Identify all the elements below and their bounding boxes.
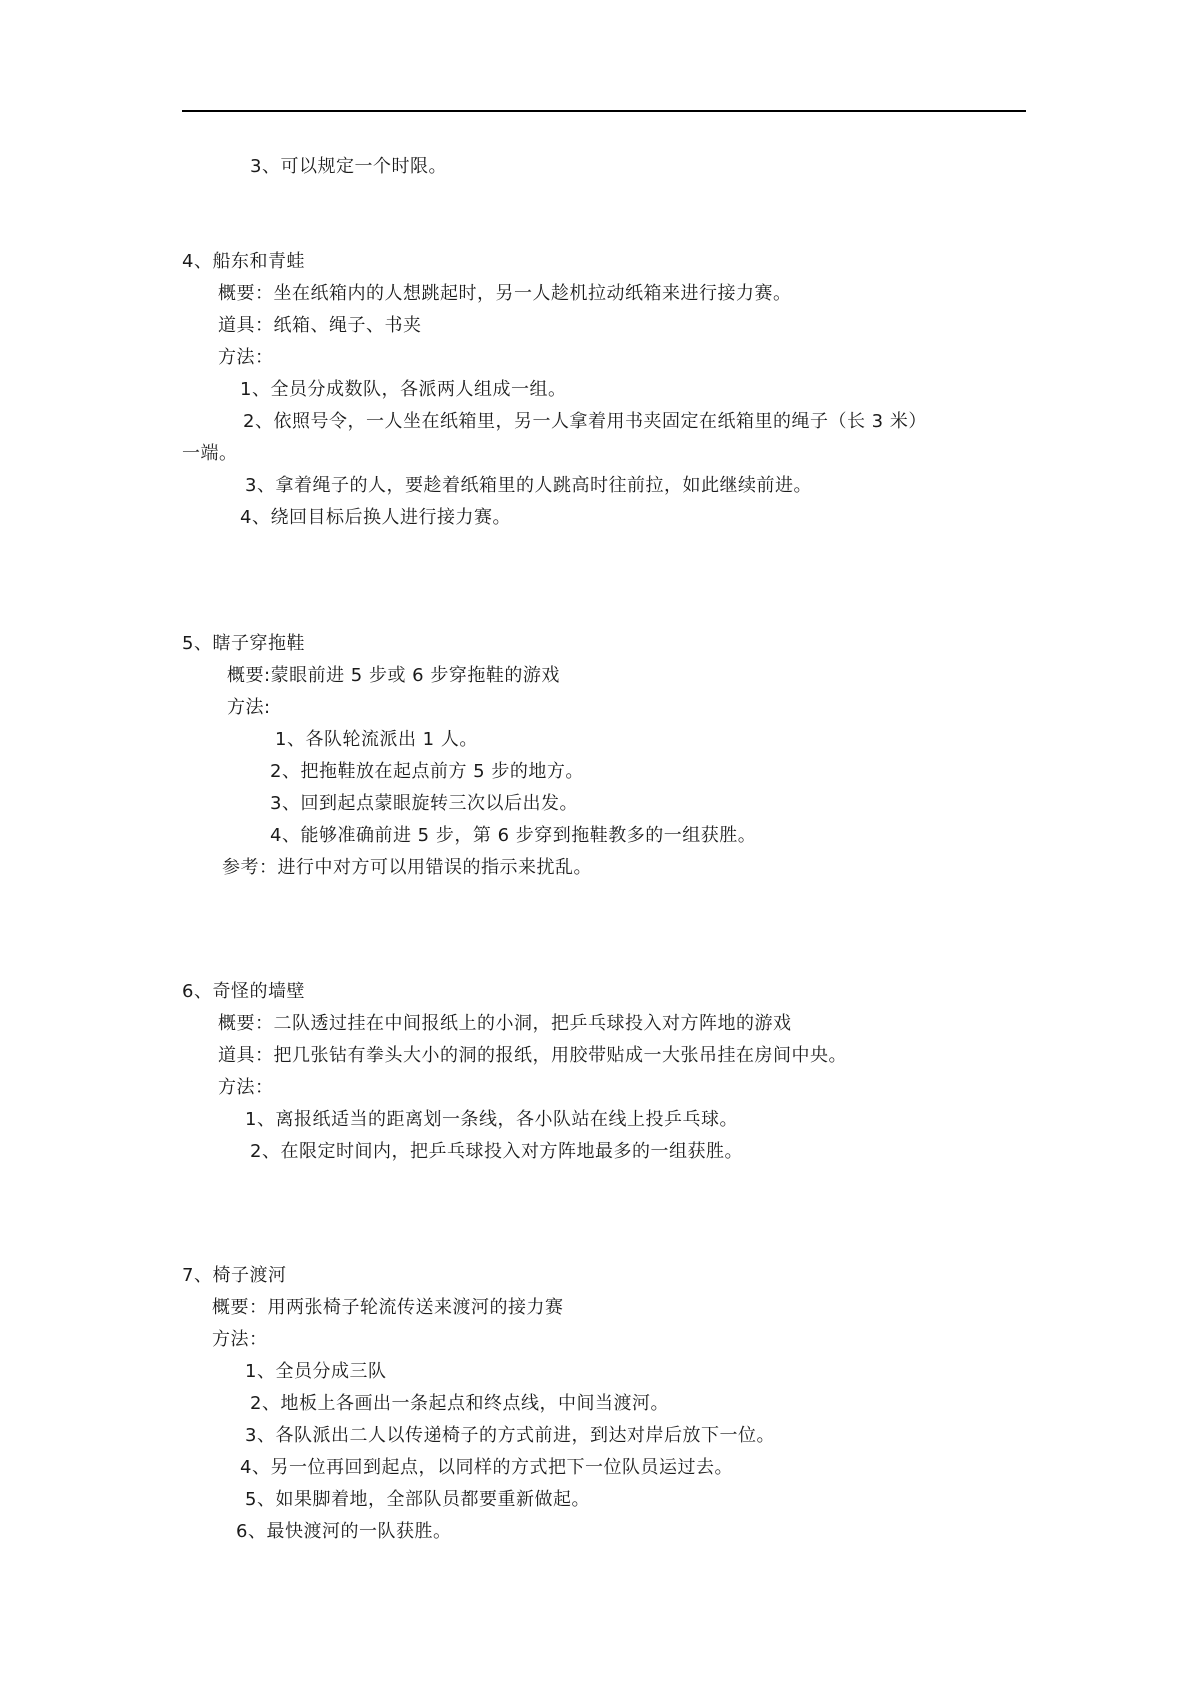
- sec4-summary: 概要：坐在纸箱内的人想跳起时，另一人趁机拉动纸箱来进行接力赛。: [218, 283, 792, 304]
- sec5-title: 5、瞎子穿拖鞋: [182, 633, 305, 654]
- sec4-method: 方法：: [218, 347, 274, 368]
- sec7-method: 方法：: [212, 1329, 268, 1350]
- sec4-step-4: 4、绕回目标后换人进行接力赛。: [240, 507, 511, 528]
- sec7-step-5: 5、如果脚着地，全部队员都要重新做起。: [245, 1489, 590, 1510]
- sec4-step-2-cont: 一端。: [182, 443, 238, 464]
- sec6-title: 6、奇怪的墙壁: [182, 981, 305, 1002]
- sec6-summary: 概要：二队透过挂在中间报纸上的小洞，把乒乓球投入对方阵地的游戏: [218, 1013, 792, 1034]
- sec6-method: 方法：: [218, 1077, 274, 1098]
- sec4-props: 道具：纸箱、绳子、书夹: [218, 315, 422, 336]
- sec5-note: 参考：进行中对方可以用错误的指示来扰乱。: [222, 857, 592, 878]
- sec7-step-6: 6、最快渡河的一队获胜。: [236, 1521, 452, 1542]
- sec5-step-3: 3、回到起点蒙眼旋转三次以后出发。: [270, 793, 578, 814]
- sec5-step-4: 4、能够准确前进 5 步，第 6 步穿到拖鞋教多的一组获胜。: [270, 825, 757, 846]
- sec4-step-3: 3、拿着绳子的人，要趁着纸箱里的人跳高时往前拉，如此继续前进。: [245, 475, 812, 496]
- sec4-step-1: 1、全员分成数队，各派两人组成一组。: [240, 379, 567, 400]
- sec3-step-3: 3、可以规定一个时限。: [250, 156, 447, 177]
- sec5-step-1: 1、各队轮流派出 1 人。: [275, 729, 478, 750]
- sec5-method: 方法:: [227, 697, 271, 718]
- sec4-step-2: 2、依照号令，一人坐在纸箱里，另一人拿着用书夹固定在纸箱里的绳子（长 3 米）: [243, 411, 927, 432]
- sec7-step-3: 3、各队派出二人以传递椅子的方式前进，到达对岸后放下一位。: [245, 1425, 775, 1446]
- sec7-step-4: 4、另一位再回到起点，以同样的方式把下一位队员运过去。: [240, 1457, 733, 1478]
- sec7-summary: 概要：用两张椅子轮流传送来渡河的接力赛: [212, 1297, 564, 1318]
- header-rule: [182, 110, 1026, 112]
- sec7-step-1: 1、全员分成三队: [245, 1361, 387, 1382]
- sec6-step-1: 1、离报纸适当的距离划一条线，各小队站在线上投乒乓球。: [245, 1109, 738, 1130]
- sec6-props: 道具：把几张钻有拳头大小的洞的报纸，用胶带贴成一大张吊挂在房间中央。: [218, 1045, 847, 1066]
- sec4-title: 4、船东和青蛙: [182, 251, 305, 272]
- sec7-title: 7、椅子渡河: [182, 1265, 287, 1286]
- sec5-step-2: 2、把拖鞋放在起点前方 5 步的地方。: [270, 761, 584, 782]
- sec5-summary: 概要:蒙眼前进 5 步或 6 步穿拖鞋的游戏: [227, 665, 560, 686]
- sec7-step-2: 2、地板上各画出一条起点和终点线，中间当渡河。: [250, 1393, 669, 1414]
- sec6-step-2: 2、在限定时间内，把乒乓球投入对方阵地最多的一组获胜。: [250, 1141, 743, 1162]
